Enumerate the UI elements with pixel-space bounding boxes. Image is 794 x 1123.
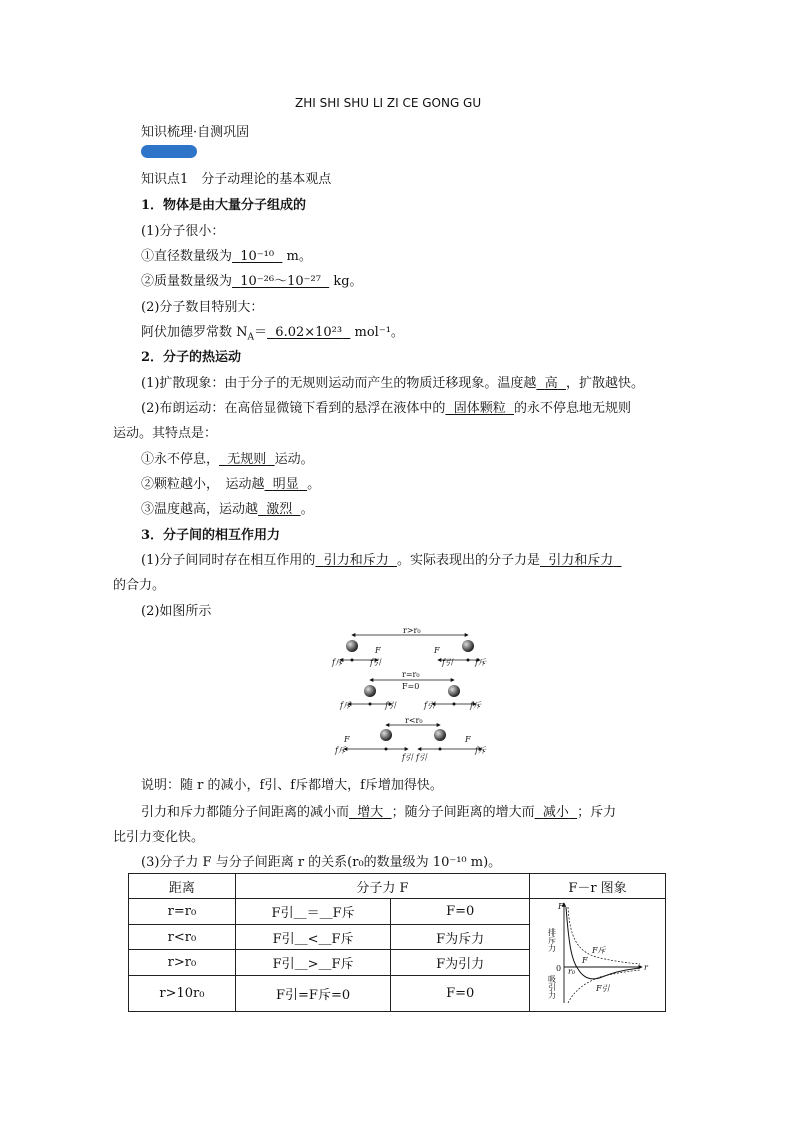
heading-2: 2．分子的热运动 <box>141 350 242 365</box>
section-title: 知识梳理·自测巩固 <box>141 125 250 140</box>
note: 说明：随 r 的减小，f引、f斥都增大，f斥增加得快。 <box>141 778 443 793</box>
graph-origin: 0 <box>555 964 561 973</box>
knowledge-point-title: 知识点1 分子动理论的基本观点 <box>141 172 332 187</box>
net-force-curve <box>566 907 640 979</box>
line-as-shown: (2)如图所示 <box>141 604 212 619</box>
line-diameter: ①直径数量级为 10⁻¹⁰ m。 <box>141 249 312 264</box>
label-f-rep-1: f斥 <box>332 658 343 667</box>
col-header-graph: F－r 图象 <box>530 874 666 899</box>
molecule-2a <box>364 685 376 697</box>
line-relation: (3)分子力 F 与分子间距离 r 的关系(r₀的数量级为 10⁻¹⁰ m)。 <box>141 855 502 870</box>
label-F-zero: F=0 <box>402 682 420 691</box>
heading-1: 1．物体是由大量分子组成的 <box>141 198 307 213</box>
cell-dist: r=r₀ <box>129 899 236 925</box>
graph-attraction-label: 吸引力 <box>547 975 556 999</box>
col-header-force: 分子力 F <box>235 874 529 899</box>
force-relation-table <box>128 873 666 1012</box>
graph-y-label: F <box>557 902 564 911</box>
col-header-distance: 距离 <box>129 874 236 899</box>
cell-force: F=0 <box>391 976 530 1012</box>
graph-cell <box>530 899 666 1012</box>
section-pill <box>141 145 197 158</box>
label-f-rep-5: f斥 <box>335 746 346 755</box>
line-feature-1: ①永不停息， 无规则 运动。 <box>141 452 314 467</box>
label-F-4: F <box>465 735 471 744</box>
label-r-eq: r=r₀ <box>402 670 420 679</box>
line-brownian-2: 运动。其特点是： <box>113 426 218 441</box>
line-avogadro: 阿伏加德罗常数 $N_A= 6.02\times 10^{23}$ mol⁻¹。 <box>141 325 404 343</box>
molecule-1a <box>346 640 358 652</box>
line-trend-2: 比引力变化快。 <box>113 830 205 845</box>
p-molecule-count: (2)分子数目特别大： <box>141 300 264 315</box>
label-f-att-4: f引 <box>424 701 435 710</box>
heading-3: 3．分子间的相互作用力 <box>141 528 281 543</box>
label-f-att-6: f引 <box>416 753 427 762</box>
label-f-att-5: f引 <box>402 753 413 762</box>
p-molecule-small: (1)分子很小： <box>141 224 225 239</box>
cell-rel: F引＿<＿F斥 <box>235 924 391 950</box>
molecule-1b <box>462 640 474 652</box>
force-distance-graph <box>532 899 664 1007</box>
cell-force: F=0 <box>391 899 530 925</box>
label-f-att-1: f引 <box>370 658 381 667</box>
graph-x-label: r <box>643 963 648 972</box>
line-forces-2: 的合力。 <box>113 578 166 593</box>
pinyin-title: ZHI SHI SHU LI ZI CE GONG GU <box>295 96 482 110</box>
force-diagram <box>330 622 500 762</box>
cell-rel: F引=F斥=0 <box>235 976 391 1012</box>
label-r-gt: r>r₀ <box>403 626 421 635</box>
curve-att-label: F引 <box>595 984 610 993</box>
line-diffusion: (1)扩散现象：由于分子的无规则运动而产生的物质迁移现象。温度越 高 ，扩散越快。 <box>141 376 644 391</box>
graph-r0-label: r₀ <box>567 967 575 976</box>
cell-force: F为引力 <box>391 950 530 976</box>
label-f-rep-2: f斥 <box>475 658 486 667</box>
label-f-rep-6: f斥 <box>475 746 486 755</box>
cell-force: F为斥力 <box>391 924 530 950</box>
line-mass: ②质量数量级为 10⁻²⁶～10⁻²⁷ kg。 <box>141 274 363 289</box>
molecule-3a <box>380 729 392 741</box>
label-r-lt: r<r₀ <box>405 716 423 725</box>
label-F-3: F <box>344 735 350 744</box>
line-feature-3: ③温度越高，运动越 激烈 。 <box>141 502 314 517</box>
label-f-att-3: f引 <box>385 701 396 710</box>
line-brownian: (2)布朗运动：在高倍显微镜下看到的悬浮在液体中的 固体颗粒 的永不停息地无规则 <box>141 401 631 416</box>
cell-dist: r<r₀ <box>129 924 236 950</box>
curve-rep-label: F斥 <box>591 946 606 955</box>
cell-rel: F引＿＝＿F斥 <box>235 899 391 925</box>
line-feature-2: ②颗粒越小， 运动越 明显 。 <box>141 477 321 492</box>
label-f-att-2: f引 <box>442 658 453 667</box>
label-f-rep-4: f斥 <box>470 701 481 710</box>
molecule-3b <box>434 729 446 741</box>
molecule-2b <box>448 685 460 697</box>
line-forces: (1)分子间同时存在相互作用的 引力和斥力 。实际表现出的分子力是 引力和斥力 <box>141 553 614 568</box>
repulsion-curve <box>568 907 640 964</box>
label-f-rep-3: f斥 <box>340 701 351 710</box>
label-F-2: F <box>434 646 440 655</box>
cell-dist: r>10r₀ <box>129 976 236 1012</box>
cell-rel: F引＿>＿F斥 <box>235 950 391 976</box>
label-F-1: F <box>375 646 381 655</box>
cell-dist: r>r₀ <box>129 950 236 976</box>
graph-repulsion-label: 排斥力 <box>547 928 556 952</box>
curve-net-label: F <box>581 956 588 965</box>
line-trend: 引力和斥力都随分子间距离的减小而 增大 ；随分子间距离的增大而 减小 ；斥力 <box>141 805 617 820</box>
